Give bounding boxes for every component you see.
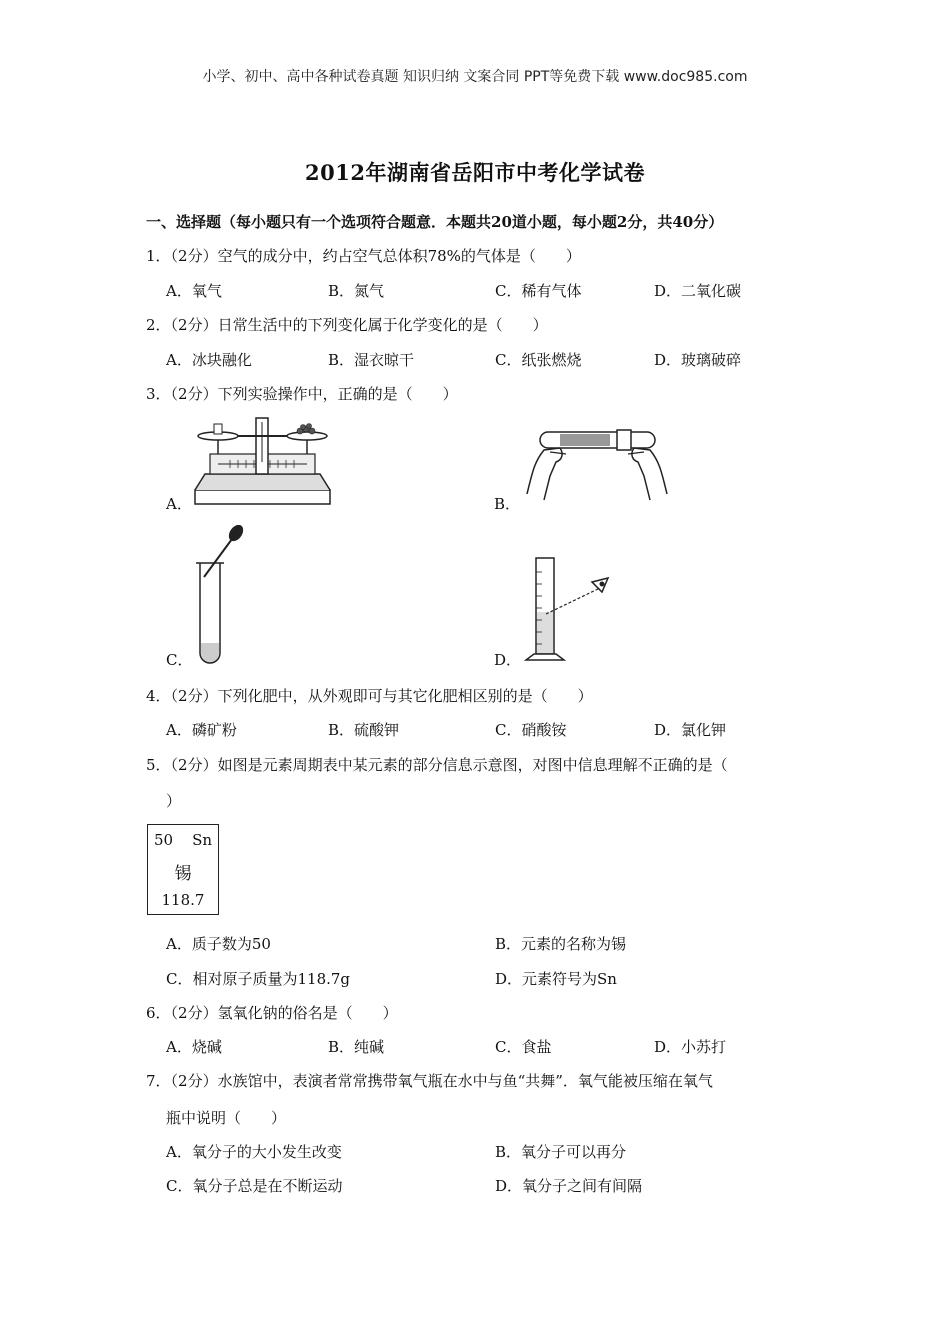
question-5-stem: 5．（2分）如图是元素周期表中某元素的部分信息示意图，对图中信息理解不正确的是（ — [146, 756, 728, 774]
q4-option-a: A．磷矿粉 — [166, 721, 237, 739]
q7-option-d: D．氧分子之间有间隔 — [495, 1177, 643, 1195]
q1-option-b: B．氮气 — [328, 282, 385, 300]
q6-option-a: A．烧碱 — [166, 1038, 222, 1056]
balance-scale-figure — [190, 412, 335, 507]
q1-option-d: D．二氧化碳 — [654, 282, 742, 300]
question-1-options — [166, 280, 866, 300]
q6-option-b: B．纯碱 — [328, 1038, 385, 1056]
q1-option-a: A．氧气 — [166, 282, 222, 300]
q5-option-b: B．元素的名称为锡 — [495, 935, 627, 953]
q4-option-c: C．硝酸铵 — [495, 721, 567, 739]
question-2-options — [166, 349, 866, 369]
q7-option-a: A．氧分子的大小发生改变 — [166, 1143, 342, 1161]
question-4-stem: 4．（2分）下列化肥中，从外观即可与其它化肥相区别的是（ ） — [146, 687, 593, 705]
q5-option-c: C．相对原子质量为118.7g — [166, 970, 351, 988]
section-title: 一、选择题（每小题只有一个选项符合题意．本题共20道小题，每小题2分，共40分） — [146, 213, 724, 231]
atomic-number: 50 — [154, 831, 174, 849]
q3-option-d: D． — [494, 651, 522, 669]
q6-option-c: C．食盐 — [495, 1038, 552, 1056]
question-7-options-row1 — [166, 1141, 866, 1161]
page-header: 小学、初中、高中各种试卷真题 知识归纳 文案合同 PPT等免费下载 www.doc985.com — [202, 69, 748, 85]
q7-option-b: B．氧分子可以再分 — [495, 1143, 627, 1161]
question-4-options — [166, 719, 866, 739]
question-6-stem: 6．（2分）氢氧化钠的俗名是（ ） — [146, 1004, 398, 1022]
element-name: 锡 — [174, 864, 192, 884]
exam-title: 2012年湖南省岳阳市中考化学试卷 — [305, 160, 645, 185]
q5-option-d: D．元素符号为Sn — [495, 970, 617, 988]
graduated-cylinder-figure — [522, 552, 614, 664]
q6-option-d: D．小苏打 — [654, 1038, 727, 1056]
dropper-test-tube-figure — [190, 525, 250, 665]
q4-option-d: D．氯化钾 — [654, 721, 727, 739]
q5-option-a: A．质子数为50 — [166, 935, 271, 953]
q7-option-c: C．氧分子总是在不断运动 — [166, 1177, 343, 1195]
element-info-card — [147, 824, 219, 915]
q1-option-c: C．稀有气体 — [495, 282, 582, 300]
q2-option-c: C．纸张燃烧 — [495, 351, 582, 369]
question-7-options-row2 — [166, 1175, 866, 1195]
question-3-stem: 3．（2分）下列实验操作中，正确的是（ ） — [146, 385, 458, 403]
question-6-options — [166, 1036, 866, 1056]
question-5-options-row1 — [166, 933, 866, 953]
q3-option-b: B． — [494, 495, 521, 513]
q3-option-c: C． — [166, 651, 193, 669]
question-7-stem: 7．（2分）水族馆中，表演者常常携带氧气瓶在水中与鱼“共舞”．氧气能被压缩在氧气 — [146, 1072, 713, 1090]
q2-option-b: B．湿衣晾干 — [328, 351, 415, 369]
test-tube-hands-figure — [522, 424, 672, 504]
q2-option-a: A．冰块融化 — [166, 351, 252, 369]
question-1-stem: 1．（2分）空气的成分中，约占空气总体积78%的气体是（ ） — [146, 247, 581, 265]
q4-option-b: B．硫酸钾 — [328, 721, 400, 739]
question-7-stem-cont: 瓶中说明（ ） — [166, 1109, 287, 1127]
question-5-options-row2 — [166, 968, 866, 988]
q2-option-d: D．玻璃破碎 — [654, 351, 742, 369]
question-5-stem-cont: ） — [166, 792, 182, 810]
atomic-mass: 118.7 — [161, 891, 205, 909]
q3-option-a: A． — [166, 495, 192, 513]
question-2-stem: 2．（2分）日常生活中的下列变化属于化学变化的是（ ） — [146, 316, 548, 334]
element-symbol: Sn — [192, 831, 212, 849]
